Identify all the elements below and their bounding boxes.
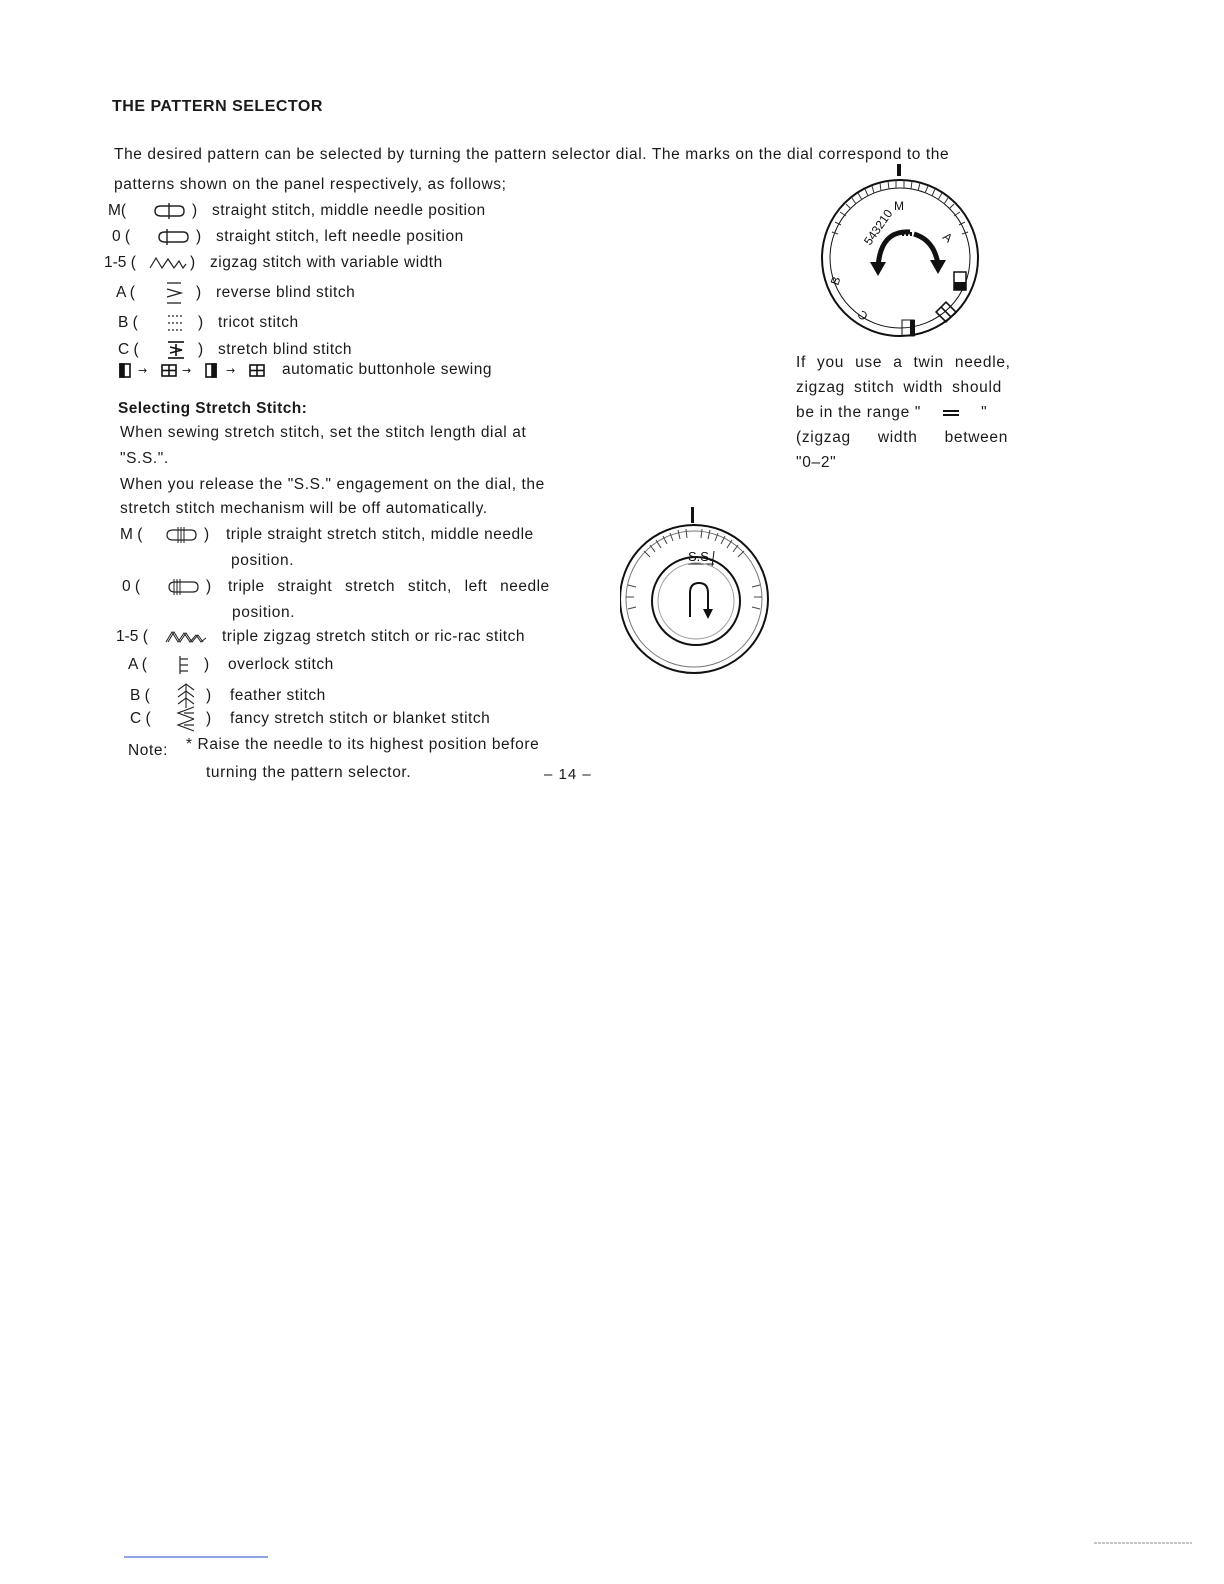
close-paren: ) <box>204 656 210 673</box>
pattern-code: 1-5 ( <box>104 254 136 271</box>
straight-stitch-middle-icon <box>144 202 192 220</box>
note-line-2: turning the pattern selector. <box>206 764 412 781</box>
ss-label: S.S. <box>688 549 713 564</box>
pattern-desc: straight stitch, left needle position <box>216 228 464 246</box>
stretch-code: C ( <box>130 710 151 727</box>
twin-line-4: (zigzag width between <box>796 429 1009 446</box>
page-number: – 14 – <box>544 766 592 783</box>
svg-text:→: → <box>226 364 236 377</box>
twin-line-3a: be in the range " <box>796 404 922 421</box>
stretch-desc: fancy stretch stitch or blanket stitch <box>230 710 491 727</box>
pattern-row-1-5 <box>104 254 443 272</box>
intro-line-2: patterns shown on the panel respectively, as follows; <box>114 176 507 193</box>
stretch-code: B ( <box>130 687 150 704</box>
pattern-row-0 <box>112 228 464 246</box>
bottom-right-rule <box>1094 1540 1194 1546</box>
dial-m-mark: M <box>894 199 904 213</box>
stretch-desc-cont: position. <box>231 552 295 569</box>
stretch-desc: overlock stitch <box>228 656 334 673</box>
stretch-row-a <box>128 654 334 676</box>
stretch-desc: feather stitch <box>230 687 326 704</box>
straight-stitch-left-icon <box>148 228 196 246</box>
close-paren: ) <box>198 314 204 331</box>
blanket-icon <box>166 704 206 734</box>
pattern-code: C ( <box>118 341 139 358</box>
dial-right-arrow-icon <box>914 234 938 264</box>
triple-zigzag-icon <box>156 628 216 646</box>
note-label: Note: <box>128 742 169 759</box>
stretch-code: M ( <box>120 526 143 544</box>
twin-line-3 <box>796 400 1028 425</box>
triple-straight-middle-icon <box>156 526 204 544</box>
dial-b-mark: B <box>827 274 844 288</box>
dial-a-mark: A <box>940 229 956 246</box>
stretch-heading: Selecting Stretch Stitch: <box>118 400 308 417</box>
buttonhole-sequence-icon <box>118 360 268 380</box>
narrow-zigzag-icon <box>929 408 973 418</box>
page-title: THE PATTERN SELECTOR <box>112 98 323 115</box>
stretch-desc: triple zigzag stretch stitch or ric-rac stitch <box>222 628 525 645</box>
pattern-row-m <box>108 202 486 220</box>
twin-line-2: zigzag stitch width should <box>796 379 1002 396</box>
stretch-row-m <box>120 526 534 544</box>
close-paren: ) <box>206 687 212 704</box>
twin-line-3b: " <box>981 404 988 421</box>
stretch-p2-line1: When you release the "S.S." engagement on the dial, the <box>120 476 545 493</box>
stitch-length-dial <box>620 505 776 675</box>
note-line-1: * Raise the needle to its highest position before <box>186 736 540 753</box>
pattern-code: B ( <box>118 314 138 331</box>
reverse-blind-icon <box>152 280 196 306</box>
pattern-row-c <box>118 338 352 362</box>
twin-needle-note <box>796 350 1028 475</box>
triple-straight-left-icon <box>158 578 206 596</box>
zigzag-icon <box>146 254 190 272</box>
stretch-p1-line2: "S.S.". <box>120 450 169 467</box>
stretch-code: 1-5 ( <box>116 628 148 645</box>
stretch-row-c <box>130 704 490 734</box>
overlock-icon <box>164 654 204 676</box>
pattern-desc: reverse blind stitch <box>216 284 356 301</box>
pattern-desc: stretch blind stitch <box>218 341 353 358</box>
pattern-desc: zigzag stitch with variable width <box>210 254 443 271</box>
buttonhole-desc: automatic buttonhole sewing <box>282 361 492 378</box>
svg-text:→: → <box>138 364 148 377</box>
pattern-row-a <box>116 280 355 306</box>
twin-line-5: "0–2" <box>796 454 837 471</box>
close-paren: ) <box>206 710 212 727</box>
close-paren: ) <box>192 202 198 220</box>
tricot-icon <box>154 312 198 334</box>
stretch-row-0 <box>122 578 550 596</box>
intro-line-1: The desired pattern can be selected by turning the pattern selector dial. The marks on the dial correspond to the <box>114 146 950 163</box>
stretch-desc-cont: position. <box>232 604 296 621</box>
stretch-desc: triple straight stretch stitch, middle needle <box>226 526 534 544</box>
stretch-blind-icon <box>154 338 198 362</box>
dial-c-mark: C <box>854 307 871 324</box>
close-paren: ) <box>196 228 202 246</box>
stretch-p1-line1: When sewing stretch stitch, set the stitch length dial at <box>120 424 527 441</box>
stretch-desc: triple straight stretch stitch, left needle <box>228 578 550 596</box>
close-paren: ) <box>206 578 212 596</box>
stretch-code: A ( <box>128 656 147 673</box>
stretch-row-1-5 <box>116 628 525 646</box>
stretch-p2-line2: stretch stitch mechanism will be off automatically. <box>120 500 488 517</box>
pattern-code: A ( <box>116 284 135 301</box>
close-paren: ) <box>190 254 196 271</box>
close-paren: ) <box>204 526 210 544</box>
pattern-code: M( <box>108 202 127 220</box>
pattern-desc: tricot stitch <box>218 314 299 331</box>
buttonhole-row <box>118 360 492 380</box>
twin-line-1: If you use a twin needle, <box>796 354 1011 371</box>
close-paren: ) <box>198 341 204 358</box>
pattern-selector-dial <box>818 160 986 350</box>
pattern-desc: straight stitch, middle needle position <box>212 202 486 220</box>
close-paren: ) <box>196 284 202 301</box>
svg-text:→: → <box>182 364 192 377</box>
dial-numbers: 543210 <box>860 206 896 248</box>
pattern-code: 0 ( <box>112 228 131 246</box>
stretch-code: 0 ( <box>122 578 141 596</box>
bottom-left-rule <box>124 1554 270 1560</box>
pattern-row-b <box>118 312 299 334</box>
